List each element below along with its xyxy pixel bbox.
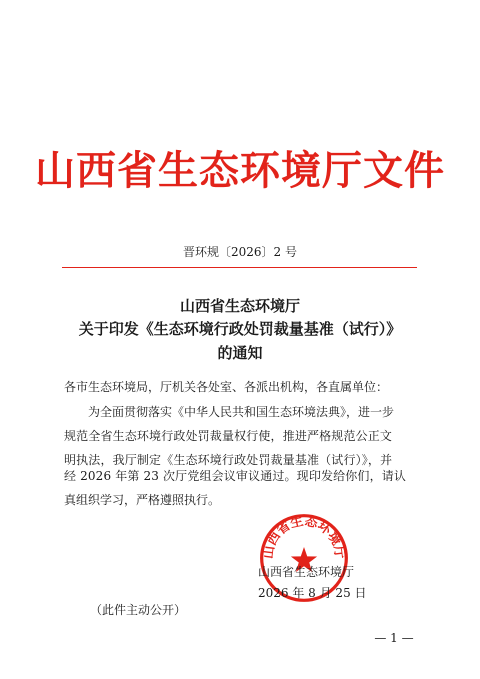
page-number: — 1 —: [374, 631, 414, 645]
document-title-line-3: 的通知: [217, 344, 263, 362]
signing-authority: 山西省生态环境厅: [258, 565, 355, 579]
document-number: 晋环规〔2026〕2 号: [183, 245, 297, 259]
issue-date: 2026 年 8 月 25 日: [258, 586, 367, 600]
body-line-3: 明执法，我厅制定《生态环境行政处罚裁量基准（试行）》，并: [64, 453, 393, 467]
body-line-1: 为全面贯彻落实《中华人民共和国生态环境法典》，进一步: [88, 405, 395, 419]
disclosure-note: （此件主动公开）: [90, 603, 187, 617]
seal-text: 山西省生态环境厅: [261, 513, 347, 560]
document-title-line-1: 山西省生态环境厅: [179, 297, 300, 315]
document-title-line-2: 关于印发《生态环境行政处罚裁量基准（试行）》: [78, 320, 402, 338]
document-masthead: 山西省生态环境厅文件: [35, 147, 445, 194]
body-line-2: 规范全省生态环境行政处罚裁量权行使，推进严格规范公正文: [64, 429, 393, 443]
body-line-4: 经 2026 年第 23 次厅党组会议审议通过。现印发给你们，请认: [64, 469, 407, 483]
salutation: 各市生态环境局，厅机关各处室、各派出机构，各直属单位：: [64, 380, 389, 394]
red-divider-line: [62, 267, 417, 268]
body-line-5: 真组织学习，严格遵照执行。: [64, 493, 221, 507]
